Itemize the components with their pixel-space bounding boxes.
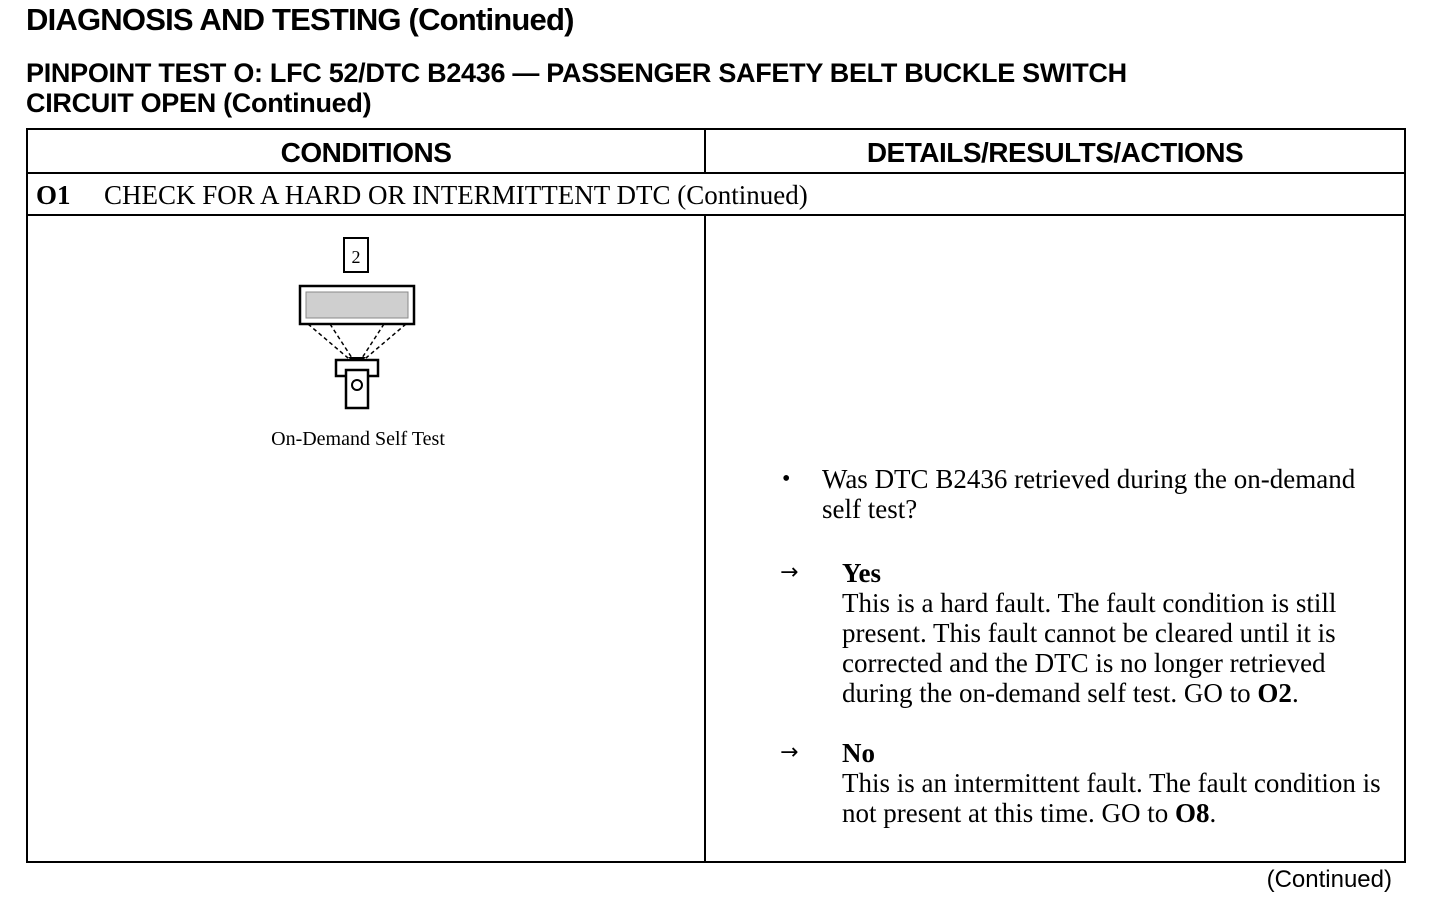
- header-divider: [28, 172, 1404, 174]
- answer-yes: [842, 558, 1402, 708]
- step-number: O1: [36, 180, 71, 210]
- answer-label: Yes: [842, 558, 881, 588]
- answer-text: This is an intermittent fault. The fault condition is not present at this time. GO to: [842, 768, 1381, 828]
- bullet-icon: •: [782, 466, 791, 492]
- figure-caption: On-Demand Self Test: [271, 428, 445, 450]
- arrow-right-icon: →: [780, 560, 799, 585]
- pinpoint-test-title: [26, 58, 1406, 118]
- arrow-right-icon: →: [780, 740, 799, 765]
- pinpoint-test-title-line-1: PINPOINT TEST O: LFC 52/DTC B2436 — PASSENGER SAFETY BELT BUCKLE SWITCH: [26, 58, 1127, 88]
- column-divider: [704, 216, 706, 861]
- details-header: DETAILS/RESULTS/ACTIONS: [866, 137, 1244, 168]
- step-divider: [28, 214, 1404, 216]
- goto-step: O8: [1174, 798, 1210, 828]
- pinpoint-test-title-line-2: CIRCUIT OPEN (Continued): [26, 88, 372, 118]
- conditions-header: CONDITIONS: [280, 137, 452, 168]
- answer-suffix: .: [1209, 798, 1217, 828]
- answer-label: No: [842, 738, 875, 768]
- test-table: [26, 128, 1406, 863]
- step-row: [36, 178, 808, 212]
- page-title: DIAGNOSIS AND TESTING (Continued): [26, 2, 574, 37]
- question-text: Was DTC B2436 retrieved during the on-demand self test?: [822, 464, 1356, 524]
- continued-footer: (Continued): [1266, 866, 1392, 893]
- diagnostic-tool-icon: [298, 230, 418, 420]
- goto-step: O2: [1257, 678, 1292, 708]
- answer-no: [842, 738, 1402, 828]
- answer-suffix: .: [1291, 678, 1299, 708]
- answer-text: This is a hard fault. The fault condition is still present. This fault cannot be cleared until it is corrected and the DTC is no longer retrieved during the on-demand self test. GO to: [842, 588, 1337, 708]
- step-box-number: 2: [351, 247, 361, 267]
- step-title: CHECK FOR A HARD OR INTERMITTENT DTC (Continued): [104, 180, 808, 210]
